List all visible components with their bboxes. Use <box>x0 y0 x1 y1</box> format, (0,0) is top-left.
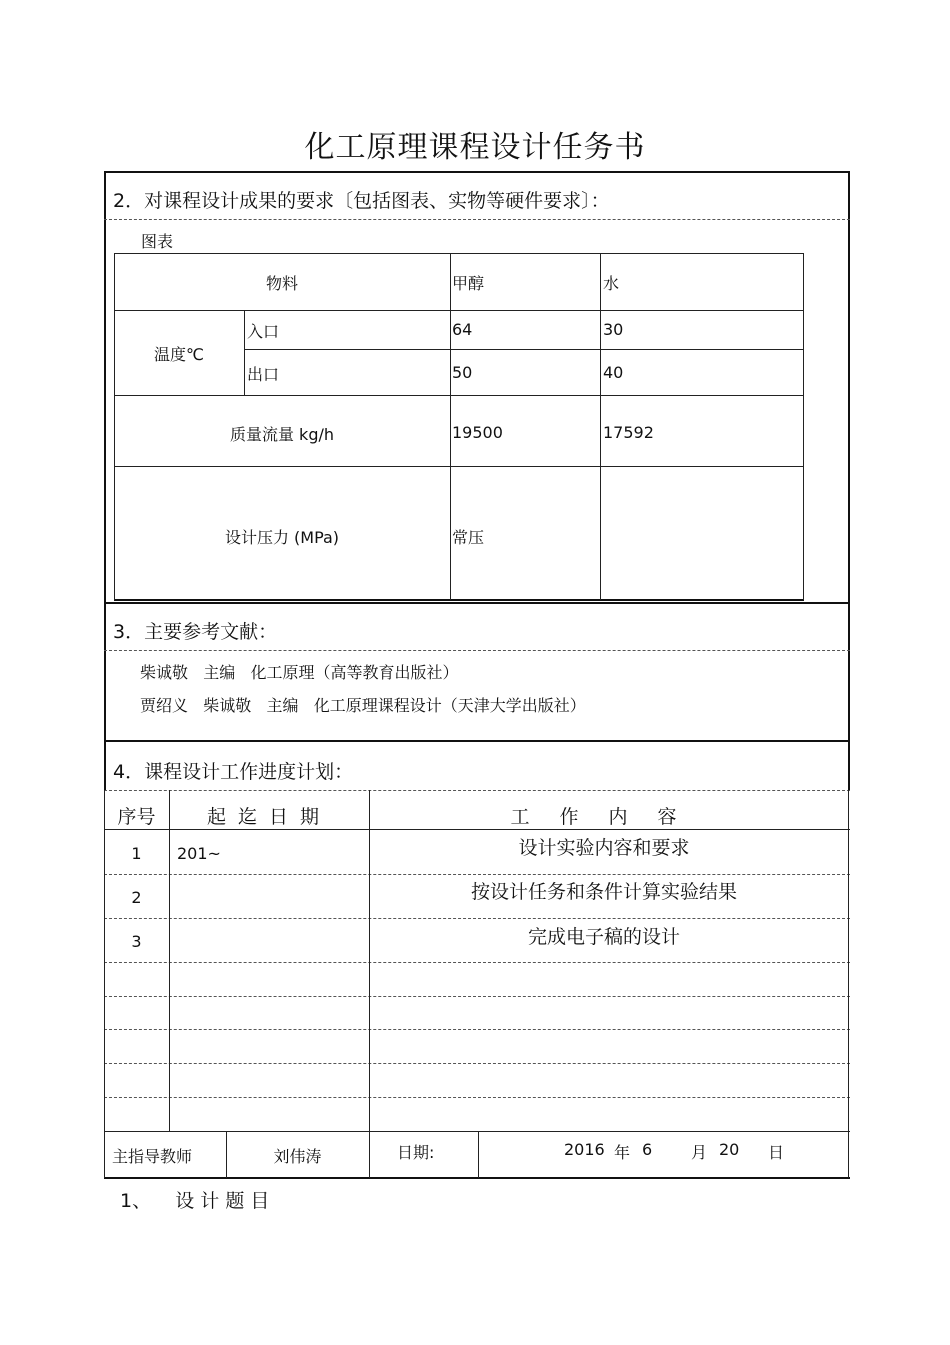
temperature-label: 温度℃ <box>154 345 204 364</box>
flow-label: 质量流量 kg/h <box>229 425 335 444</box>
section2-divider <box>104 219 850 220</box>
flow-methanol: 19500 <box>452 423 503 442</box>
date-label: 日期: <box>397 1143 435 1162</box>
section3-divider <box>104 650 850 651</box>
frame-right-line <box>848 171 850 790</box>
pressure-methanol: 常压 <box>452 528 485 547</box>
section4-top-line <box>104 740 850 742</box>
design-topic-heading: 1、 设 计 题 目 <box>120 1190 270 1212</box>
section4-heading: 4．课程设计工作进度计划： <box>113 761 354 783</box>
section3-heading: 3．主要参考文献： <box>113 621 278 643</box>
row1-work: 设计实验内容和要求 <box>518 837 690 859</box>
outlet-water: 40 <box>603 363 624 382</box>
column-date-header: 起迄日期 <box>206 806 331 828</box>
header-methanol: 甲醇 <box>452 274 485 293</box>
column-number-header: 序号 <box>117 806 156 828</box>
chart-table-label: 图表 <box>141 232 174 251</box>
date-year-unit: 年 <box>614 1143 631 1162</box>
row2-number: 2 <box>131 888 142 907</box>
reference-1: 柴诚敬 主编 化工原理（高等教育出版社） <box>140 663 459 682</box>
row3-number: 3 <box>131 932 142 951</box>
page-title: 化工原理课程设计任务书 <box>304 130 646 165</box>
inlet-label: 入口 <box>247 322 280 341</box>
frame-left-line <box>104 171 106 790</box>
section3-top-line <box>104 602 850 604</box>
flow-water: 17592 <box>603 423 654 442</box>
outlet-methanol: 50 <box>452 363 473 382</box>
date-month-unit: 月 <box>691 1143 708 1162</box>
advisor-name: 刘伟涛 <box>273 1147 322 1166</box>
inlet-methanol: 64 <box>452 320 473 339</box>
date-day-unit: 日 <box>768 1143 785 1162</box>
inlet-water: 30 <box>603 320 624 339</box>
header-material: 物料 <box>265 274 298 293</box>
date-day: 20 <box>719 1140 740 1159</box>
outlet-label: 出口 <box>247 365 280 384</box>
row2-work: 按设计任务和条件计算实验结果 <box>470 881 737 903</box>
date-year: 2016 <box>564 1140 605 1159</box>
reference-2: 贾绍义 柴诚敬 主编 化工原理课程设计（天津大学出版社） <box>140 696 586 715</box>
header-water: 水 <box>603 274 620 293</box>
row1-date: 201~ <box>177 844 221 863</box>
date-month: 6 <box>642 1140 653 1159</box>
row3-work: 完成电子稿的设计 <box>527 926 680 948</box>
frame-top-line <box>104 171 850 173</box>
advisor-label: 主指导教师 <box>112 1147 193 1166</box>
pressure-label: 设计压力 (MPa) <box>224 528 340 547</box>
row1-number: 1 <box>131 844 142 863</box>
section2-heading: 2．对课程设计成果的要求〔包括图表、实物等硬件要求〕： <box>113 190 610 212</box>
column-work-header: 工作内容 <box>510 806 707 828</box>
